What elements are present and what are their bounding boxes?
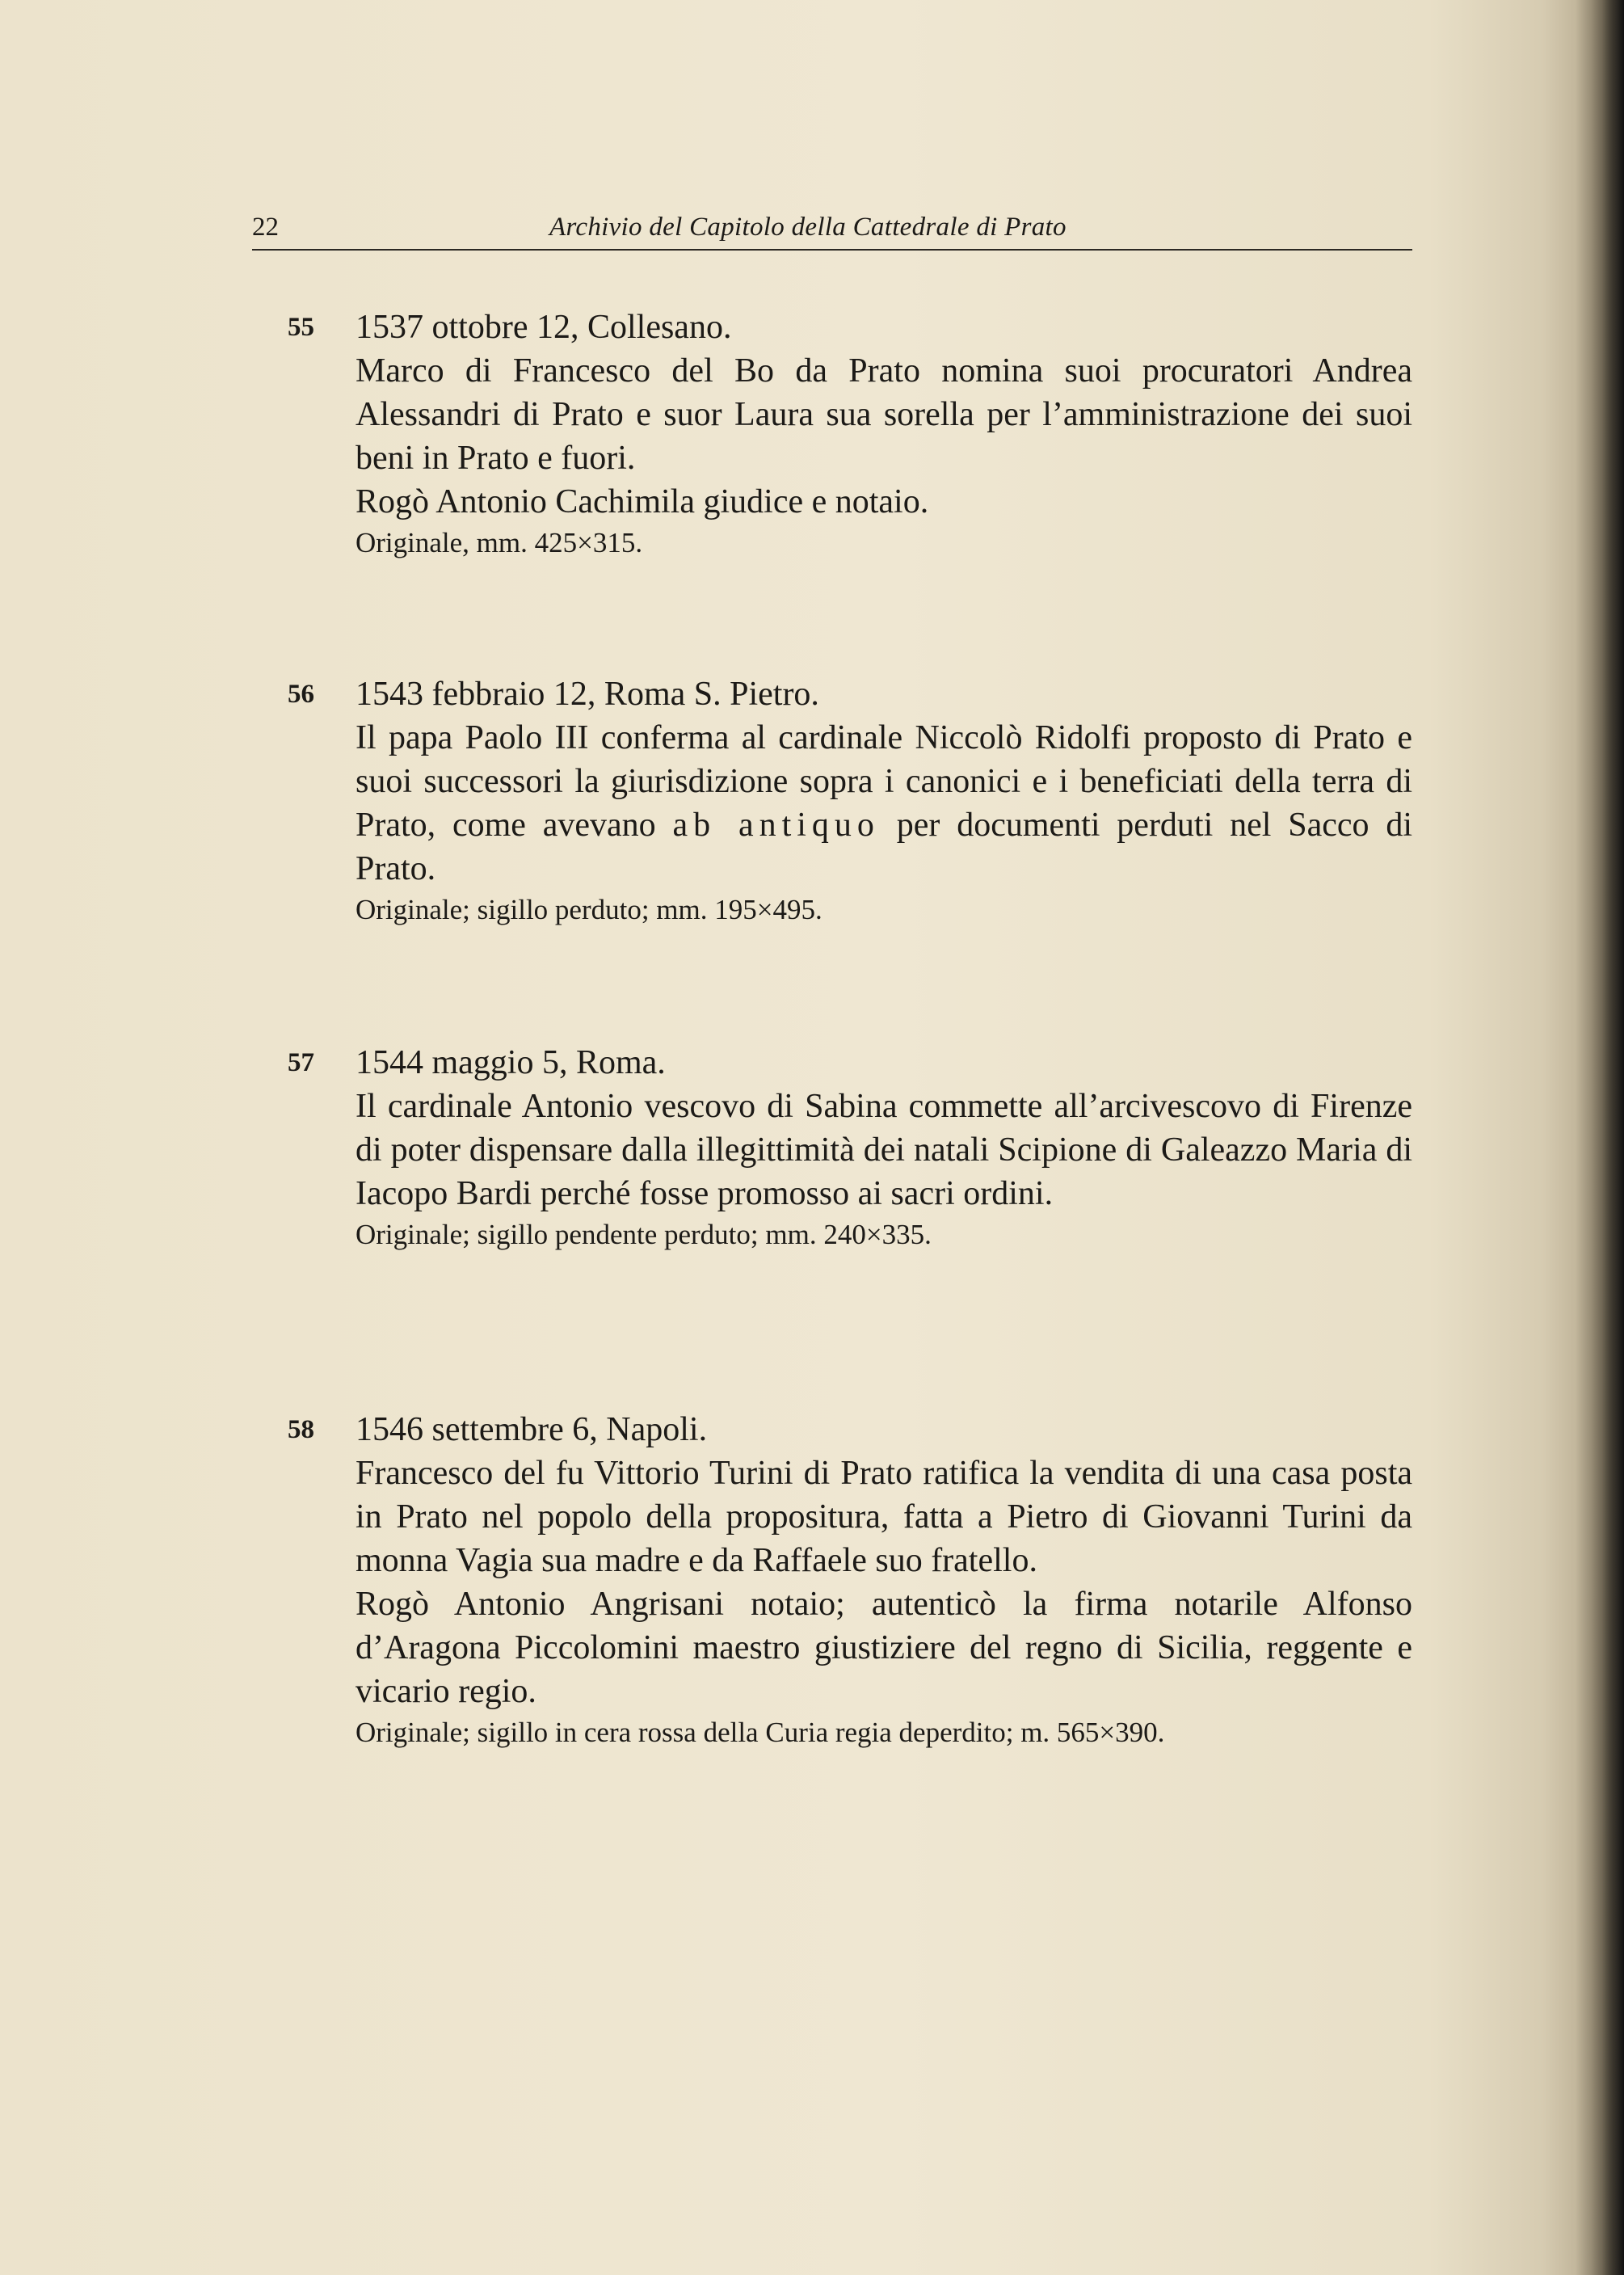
entry-date-place: 1546 settembre 6, Napoli. bbox=[356, 1411, 708, 1448]
entry-date-place: 1543 febbraio 12, Roma S. Pietro. bbox=[356, 676, 819, 713]
page-header bbox=[252, 209, 1412, 251]
entry-summary-text-end: per documenti perduti nel Sacco di Prato. bbox=[356, 807, 1412, 887]
page-number: 22 bbox=[252, 213, 279, 242]
entry-summary-text: Il papa Paolo III conferma al cardinale Niccolò Ridolfi proposto di Prato e suoi successori la giurisdizione sopra i canonici e i beneficiati della terra di Prato, come avevano bbox=[356, 719, 1412, 844]
entry-body bbox=[356, 1041, 1412, 1254]
running-title: Archivio del Capitolo della Cattedrale di Prato bbox=[549, 213, 1067, 242]
entry-notary: Rogò Antonio Cachimila giudice e notaio. bbox=[356, 483, 929, 520]
entry-body bbox=[356, 1408, 1412, 1752]
entry-date-place: 1537 ottobre 12, Collesano. bbox=[356, 309, 732, 346]
entry-number: 56 bbox=[288, 680, 314, 709]
page-gutter-shadow bbox=[1576, 0, 1624, 2275]
entry-notary: Rogò Antonio Angrisani notaio; autenticò la firma notarile Alfonso d’Aragona Piccolomini maestro giustiziere del regno di Sicilia, reggente e vicario regio. bbox=[356, 1586, 1412, 1710]
entry-summary: Marco di Francesco del Bo da Prato nomina suoi procuratori Andrea Alessandri di Prato e suor Laura sua sorella per l’amministrazione dei suoi beni in Prato e fuori. bbox=[356, 352, 1412, 477]
entry-note: Originale, mm. 425×315. bbox=[356, 527, 643, 558]
entry-note: Originale; sigillo pendente perduto; mm. 240×335. bbox=[356, 1219, 932, 1250]
entry-summary: Il cardinale Antonio vescovo di Sabina commette all’arcivescovo di Firenze di poter dispensare dalla illegittimità dei natali Scipione di Galeazzo Maria di Iacopo Bardi perché fosse promosso ai sacri ordini. bbox=[356, 1088, 1412, 1212]
entry-summary bbox=[356, 716, 1412, 891]
entry-summary-latin-phrase: ab antiquo bbox=[672, 807, 880, 844]
entry-body bbox=[356, 672, 1412, 929]
entry-note: Originale; sigillo in cera rossa della Curia regia deperdito; m. 565×390. bbox=[356, 1717, 1165, 1748]
entry-number: 57 bbox=[288, 1048, 314, 1077]
entry-number: 55 bbox=[288, 313, 314, 342]
entry-body bbox=[356, 305, 1412, 562]
entry-date-place: 1544 maggio 5, Roma. bbox=[356, 1044, 666, 1081]
entry-number: 58 bbox=[288, 1415, 314, 1444]
entry-summary: Francesco del fu Vittorio Turini di Prato ratifica la vendita di una casa posta in Prato nel popolo della propositura, fatta a Pietro di Giovanni Turini da monna Vagia sua madre e da Raffaele suo fratello. bbox=[356, 1455, 1412, 1579]
entry-note: Originale; sigillo perduto; mm. 195×495. bbox=[356, 894, 823, 925]
